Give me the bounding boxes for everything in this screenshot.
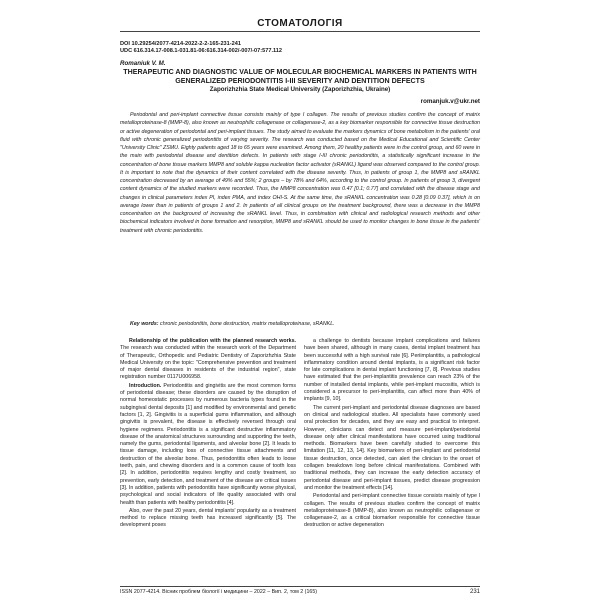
- keywords-label: Key words:: [130, 321, 159, 327]
- paragraph: Periodontal and peri-implant connective tissue consists mainly of type I collagen. The results of previous studies confirm the concept of matrix metalloproteinase-8 (MMP-8), also known as neutrophilic collagenase or collagenase-2, as a critical biomarker responsible for connective tissue destruction or active degeneration: [304, 493, 480, 529]
- body-column-right: [304, 338, 480, 531]
- udc: UDC 616.314.17-008.1-031.81-06:616.314-002/-007/-07:577.112: [120, 48, 283, 54]
- body-column-left: [120, 338, 296, 531]
- doi: DOI 10.29254/2077-4214-2022-2-2-165-231-241: [120, 41, 241, 47]
- keywords-text: chronic periodontitis, bone destruction, matrix metalloproteinase, sRANKL.: [160, 321, 335, 327]
- page-number: 231: [469, 589, 480, 595]
- affiliation: Zaporizhzhia State Medical University (Zaporizhzhia, Ukraine): [209, 86, 391, 93]
- keywords: [130, 321, 480, 327]
- section-header: СТОМАТОЛОГІЯ: [257, 18, 343, 29]
- author-email[interactable]: romanjuk.v@ukr.net: [420, 98, 480, 105]
- author: Romaniuk V. M.: [120, 60, 166, 67]
- journal-citation: ISSN 2077-4214. Вісник проблем біології і медицини – 2022 – Вип. 2, том 2 (165): [120, 589, 318, 595]
- abstract: Periodontal and peri-implant connective tissue consists mainly of type I collagen. The results of previous studies confirm the concept of matrix metalloproteinase-8 (MMP-8), also known as neutrophilic collagenase or collagenase-2, as a key biomarker responsible for connective tissue destruction or active degeneration of periodontal and peri-implant tissues. The study aimed to evaluate the markers dynamics of bone metabolism in the patients' oral fluid with chronic generalized periodontitis of varying severity. The research was conducted based on the Medical Educational and Scientific Center "University Clinic" ZSMU. Eighty patients aged 18 to 65 years were examined. Among them, 20 healthy patients were in the control group, and 60 were in the main with periodontal disease and dentition defects. In patients with stage I-III chronic periodontitis, a statistically significant increase in the concentration of bone tissue markers MMP8 and soluble kappa nucleation factor activator (sRANKL) ligand was observed compared to the control group. It is important to note that the dynamics of their content correlated with the disease severity. Thus, in patients of group 1, the MMP8 and sRANKL concentration decreased by an average of 49% and 55%; 2 groups – by 78% and 64%, according to the control group. In patients of group 3, divergent content dynamics of the studied markers were recorded. Thus, the MMP8 concentration was 0.47 [0.1; 0.77] and correlated with the disease stage and changes in clinical parameters index PI, index PMA, and index OHI-S. At the same time, the sRANKL concentration was 0.28 [0.09 0.37], which is on average lower than in patients of groups 1 and 2. In patients of all clinical groups on the treatment background, there was a decrease in the MMP8 concentration on the background of increasing the sRANKL level. Thus, in combination with clinical and radiological research methods and other biochemical indicators involved in bone formation and resorption, MMP8 and sRANKL should be used to monitor changes in bone tissue in the patients' treatment with chronic periodontitis.: [120, 112, 480, 234]
- paragraph: Also, over the past 20 years, dental implants' popularity as a treatment method to replace missing teeth has increased significantly [5]. The development poses: [120, 507, 296, 529]
- footer-divider: [120, 586, 480, 587]
- paragraph: Introduction. Periodontitis and gingivitis are the most common forms of periodontal disease; these disorders are caused by the disruption of normal homeostatic processes by numerous bacteria types found in the subgingival dental deposits [1] and modified by environmental and genetic factors [1, 2]. Gingivitis is a superficial gums inflammation, and although gingivitis is prevalent, the disease is effectively reversed through oral hygiene regimens. Periodontitis is a significant destructive inflammatory disease of the anatomical structures surrounding and supporting the teeth, namely the gums, periodontal ligaments, and alveolar bone [2]. It leads to tissue damage, including loss of connective tissue attachments and destruction of the alveolar bone. Thus, periodontitis often leads to loose teeth, pain, and chewing disorders and is a common cause of tooth loss [2]. In addition, periodontitis requires lengthy and costly treatment, so prevention, early detection, and treatment of the disease are critical issues [3]. In addition, patients with periodontitis have significantly worse physical, psychological and social indicators of life quality associated with oral health than patients with healthy periodontitis [4].: [120, 382, 296, 506]
- article-title: THERAPEUTIC AND DIAGNOSTIC VALUE OF MOLECULAR BIOCHEMICAL MARKERS IN PATIENTS WITH GENERALIZED PERIODONTITIS I-III SEVERITY AND DENTITION DEFECTS: [123, 68, 477, 85]
- paragraph: a challenge to dentists because implant complications and failures have been shared, although in many cases, dental implant treatment has been successful with a high survival rate [6]. Periimplantitis, a pathological inflammatory condition around dental implants, is a significant risk factor for late complications in dental implant functioning [7, 8]. Previous studies have estimated that the peri-implantitis prevalence can reach 23% of the number of installed dental implants, while peri-implant mucositis, which is considered a precursor to peri-implantitis, can affect more than 40% of implants [9, 10].: [304, 338, 480, 403]
- paragraph: The current peri-implant and periodontal disease diagnoses are based on clinical and radiological studies. All specialists have commonly used oral protection for decades, and they are easy and practical to interpret. However, clinicians can detect and measure peri-implant/periodontal disease only after clinical manifestations have occurred using traditional methods. Biomarkers have been carefully studied to overcome this limitation [11, 12, 13, 14]. Key biomarkers of peri-implant and periodontal tissue destruction, once detected, can alert the clinician to the onset of collagen breakdown long before clinical manifestations. Combined with traditional methods, they can increase the early detection accuracy of periodontal disease and peri-implant tissues, predict disease progression and monitor the treatment effects [14].: [304, 404, 480, 491]
- paragraph: Relationship of the publication with the planned research works. The research was conducted within the research work of the Department of Therapeutic, Orthopedic and Pediatric Dentistry of Zaporizhzhia State Medical University on the topic: "Comprehensive prevention and treatment of major dental diseases in residents of the industrial region", state registration number 0117U006958.: [120, 338, 296, 381]
- header-divider: [120, 31, 480, 32]
- identifiers: [120, 41, 282, 55]
